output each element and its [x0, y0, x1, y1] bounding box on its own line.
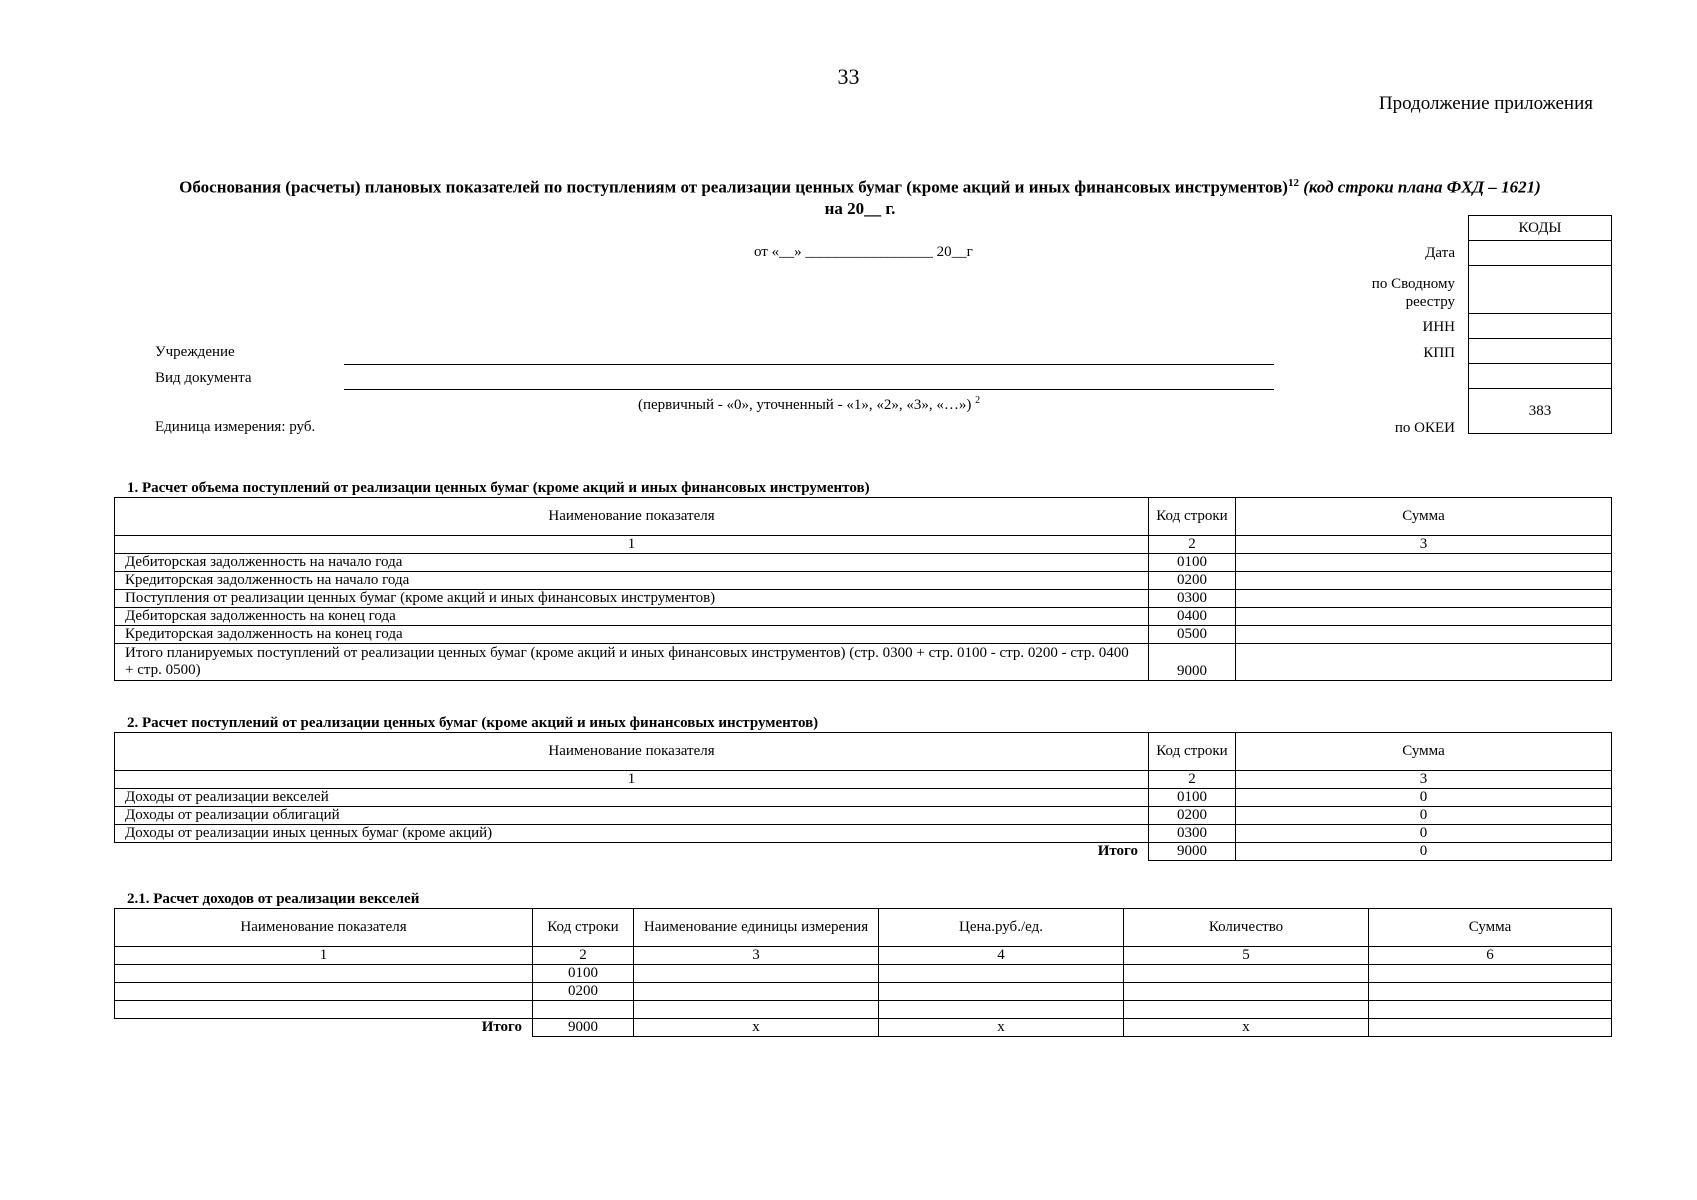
page-number: 33: [837, 64, 860, 89]
row-name: Доходы от реализации векселей: [115, 789, 1149, 807]
row-name: Итого планируемых поступлений от реализации ценных бумаг (кроме акций и иных финансовых инструментов) (стр. 0300 + стр. 0100 - стр. 0200 - стр. 0400 + стр. 0500): [115, 644, 1149, 681]
s21-header-price: Цена.руб./ед.: [879, 909, 1124, 947]
total-unit: x: [634, 1019, 879, 1037]
row-name[interactable]: [115, 983, 533, 1001]
s21-header-qty: Количество: [1124, 909, 1369, 947]
row-code: 0100: [533, 965, 634, 983]
s1-header-code: Код строки: [1149, 498, 1236, 536]
row-code: 0200: [1149, 807, 1236, 825]
doc-type-line[interactable]: [344, 389, 1274, 390]
table-row: [115, 590, 1612, 608]
s21-header-sum: Сумма: [1369, 909, 1612, 947]
date-line: от «__» _________________ 20__г: [754, 244, 973, 260]
row-unit[interactable]: [634, 983, 879, 1001]
section1-title: 1. Расчет объема поступлений от реализации ценных бумаг (кроме акций и иных финансовых инструментов): [127, 480, 870, 496]
row-sum[interactable]: [1369, 965, 1612, 983]
table-row: [115, 1001, 1612, 1019]
total-code: 9000: [533, 1019, 634, 1037]
unit-label: Единица измерения: руб.: [155, 419, 316, 435]
section2-title: 2. Расчет поступлений от реализации ценных бумаг (кроме акций и иных финансовых инструментов): [127, 715, 819, 731]
s21-num-2: 2: [533, 947, 634, 965]
code-okei-cell: 383: [1469, 389, 1612, 434]
row-code: 0100: [1149, 554, 1236, 572]
s21-num-6: 6: [1369, 947, 1612, 965]
row-code: 0400: [1149, 608, 1236, 626]
row-code: 0300: [1149, 590, 1236, 608]
title-main: Обоснования (расчеты) плановых показателей по поступлениям от реализации ценных бумаг (кроме акций и иных финансовых инструментов): [179, 177, 1288, 197]
label-okei: по ОКЕИ: [1394, 420, 1455, 436]
total-label: Итого: [115, 843, 1149, 861]
table-row: [115, 807, 1612, 825]
row-sum[interactable]: [1369, 1001, 1612, 1019]
row-qty[interactable]: [1124, 965, 1369, 983]
total-code: 9000: [1149, 843, 1236, 861]
row-sum[interactable]: [1369, 983, 1612, 1001]
row-code: 0500: [1149, 626, 1236, 644]
institution-label: Учреждение: [155, 344, 235, 360]
code-kpp-cell[interactable]: [1469, 339, 1612, 364]
label-inn: ИНН: [1422, 319, 1455, 335]
label-date: Дата: [1425, 245, 1455, 261]
s2-num-2: 2: [1149, 771, 1236, 789]
row-price[interactable]: [879, 983, 1124, 1001]
s2-header-code: Код строки: [1149, 733, 1236, 771]
section2-table: [114, 732, 1612, 861]
label-svod-2: реестру: [1405, 294, 1455, 310]
s2-header-sum: Сумма: [1236, 733, 1612, 771]
s1-header-sum: Сумма: [1236, 498, 1612, 536]
s1-num-3: 3: [1236, 536, 1612, 554]
table-row-total: [115, 843, 1612, 861]
table-row-total: [115, 644, 1612, 681]
row-name: Дебиторская задолженность на начало года: [115, 554, 1149, 572]
row-sum[interactable]: 0: [1236, 807, 1612, 825]
row-price[interactable]: [879, 1001, 1124, 1019]
code-inn-cell[interactable]: [1469, 314, 1612, 339]
table-row: [115, 825, 1612, 843]
doc-type-label: Вид документа: [155, 370, 252, 386]
label-svod-1: по Сводному: [1371, 276, 1455, 292]
s1-num-2: 2: [1149, 536, 1236, 554]
s2-num-3: 3: [1236, 771, 1612, 789]
row-code: 0100: [1149, 789, 1236, 807]
title-code-note: (код строки плана ФХД – 1621): [1303, 177, 1541, 197]
total-qty: x: [1124, 1019, 1369, 1037]
institution-line[interactable]: [344, 364, 1274, 365]
row-sum[interactable]: [1236, 590, 1612, 608]
codes-table: [1468, 215, 1612, 434]
code-date-cell[interactable]: [1469, 241, 1612, 266]
table-row: [115, 608, 1612, 626]
table-row: [115, 789, 1612, 807]
table-row: [115, 965, 1612, 983]
row-price[interactable]: [879, 965, 1124, 983]
s21-num-1: 1: [115, 947, 533, 965]
codes-header: КОДЫ: [1469, 216, 1612, 241]
row-unit[interactable]: [634, 965, 879, 983]
doc-type-hint: [638, 395, 980, 414]
table-row: [115, 626, 1612, 644]
row-sum[interactable]: [1236, 572, 1612, 590]
s21-num-4: 4: [879, 947, 1124, 965]
s1-num-1: 1: [115, 536, 1149, 554]
code-svod-cell[interactable]: [1469, 266, 1612, 314]
table-row: [115, 554, 1612, 572]
row-name: Доходы от реализации облигаций: [115, 807, 1149, 825]
s2-num-1: 1: [115, 771, 1149, 789]
total-price: x: [879, 1019, 1124, 1037]
row-sum[interactable]: [1236, 608, 1612, 626]
row-sum[interactable]: [1236, 626, 1612, 644]
row-name[interactable]: [115, 965, 533, 983]
row-sum[interactable]: 0: [1236, 825, 1612, 843]
row-unit[interactable]: [634, 1001, 879, 1019]
total-sum[interactable]: [1369, 1019, 1612, 1037]
s1-header-name: Наименование показателя: [115, 498, 1149, 536]
table-row: [115, 983, 1612, 1001]
row-code: 0200: [1149, 572, 1236, 590]
label-kpp: КПП: [1423, 345, 1455, 361]
row-sum[interactable]: 0: [1236, 789, 1612, 807]
row-name[interactable]: [115, 1001, 533, 1019]
row-name: Поступления от реализации ценных бумаг (кроме акций и иных финансовых инструментов): [115, 590, 1149, 608]
doc-type-hint-text: (первичный - «0», уточненный - «1», «2», «3», «…»): [638, 397, 972, 413]
row-name: Кредиторская задолженность на конец года: [115, 626, 1149, 644]
row-code: 0300: [1149, 825, 1236, 843]
row-qty[interactable]: [1124, 1001, 1369, 1019]
s21-header-code: Код строки: [533, 909, 634, 947]
row-code: [533, 1001, 634, 1019]
doc-type-hint-footnote: 2: [975, 395, 981, 406]
row-code: 9000: [1149, 644, 1236, 681]
row-name: Доходы от реализации иных ценных бумаг (кроме акций): [115, 825, 1149, 843]
row-sum[interactable]: [1236, 554, 1612, 572]
section21-table: [114, 908, 1612, 1037]
row-qty[interactable]: [1124, 983, 1369, 1001]
s21-header-unit: Наименование единицы измерения: [634, 909, 879, 947]
title-year: на 20__ г.: [824, 198, 896, 218]
section1-table: [114, 497, 1612, 681]
s2-header-name: Наименование показателя: [115, 733, 1149, 771]
row-code: 0200: [533, 983, 634, 1001]
title-footnote: 12: [1287, 177, 1299, 189]
total-sum[interactable]: 0: [1236, 843, 1612, 861]
s21-header-name: Наименование показателя: [115, 909, 533, 947]
document-title: [100, 173, 1620, 219]
row-name: Кредиторская задолженность на начало года: [115, 572, 1149, 590]
table-row-total: [115, 1019, 1612, 1037]
s21-num-5: 5: [1124, 947, 1369, 965]
section21-title: 2.1. Расчет доходов от реализации векселей: [127, 891, 420, 907]
total-label: Итого: [115, 1019, 533, 1037]
row-name: Дебиторская задолженность на конец года: [115, 608, 1149, 626]
row-sum[interactable]: [1236, 644, 1612, 681]
s21-num-3: 3: [634, 947, 879, 965]
table-row: [115, 572, 1612, 590]
code-doc-cell[interactable]: [1469, 364, 1612, 389]
continuation-label: Продолжение приложения: [1378, 93, 1593, 114]
